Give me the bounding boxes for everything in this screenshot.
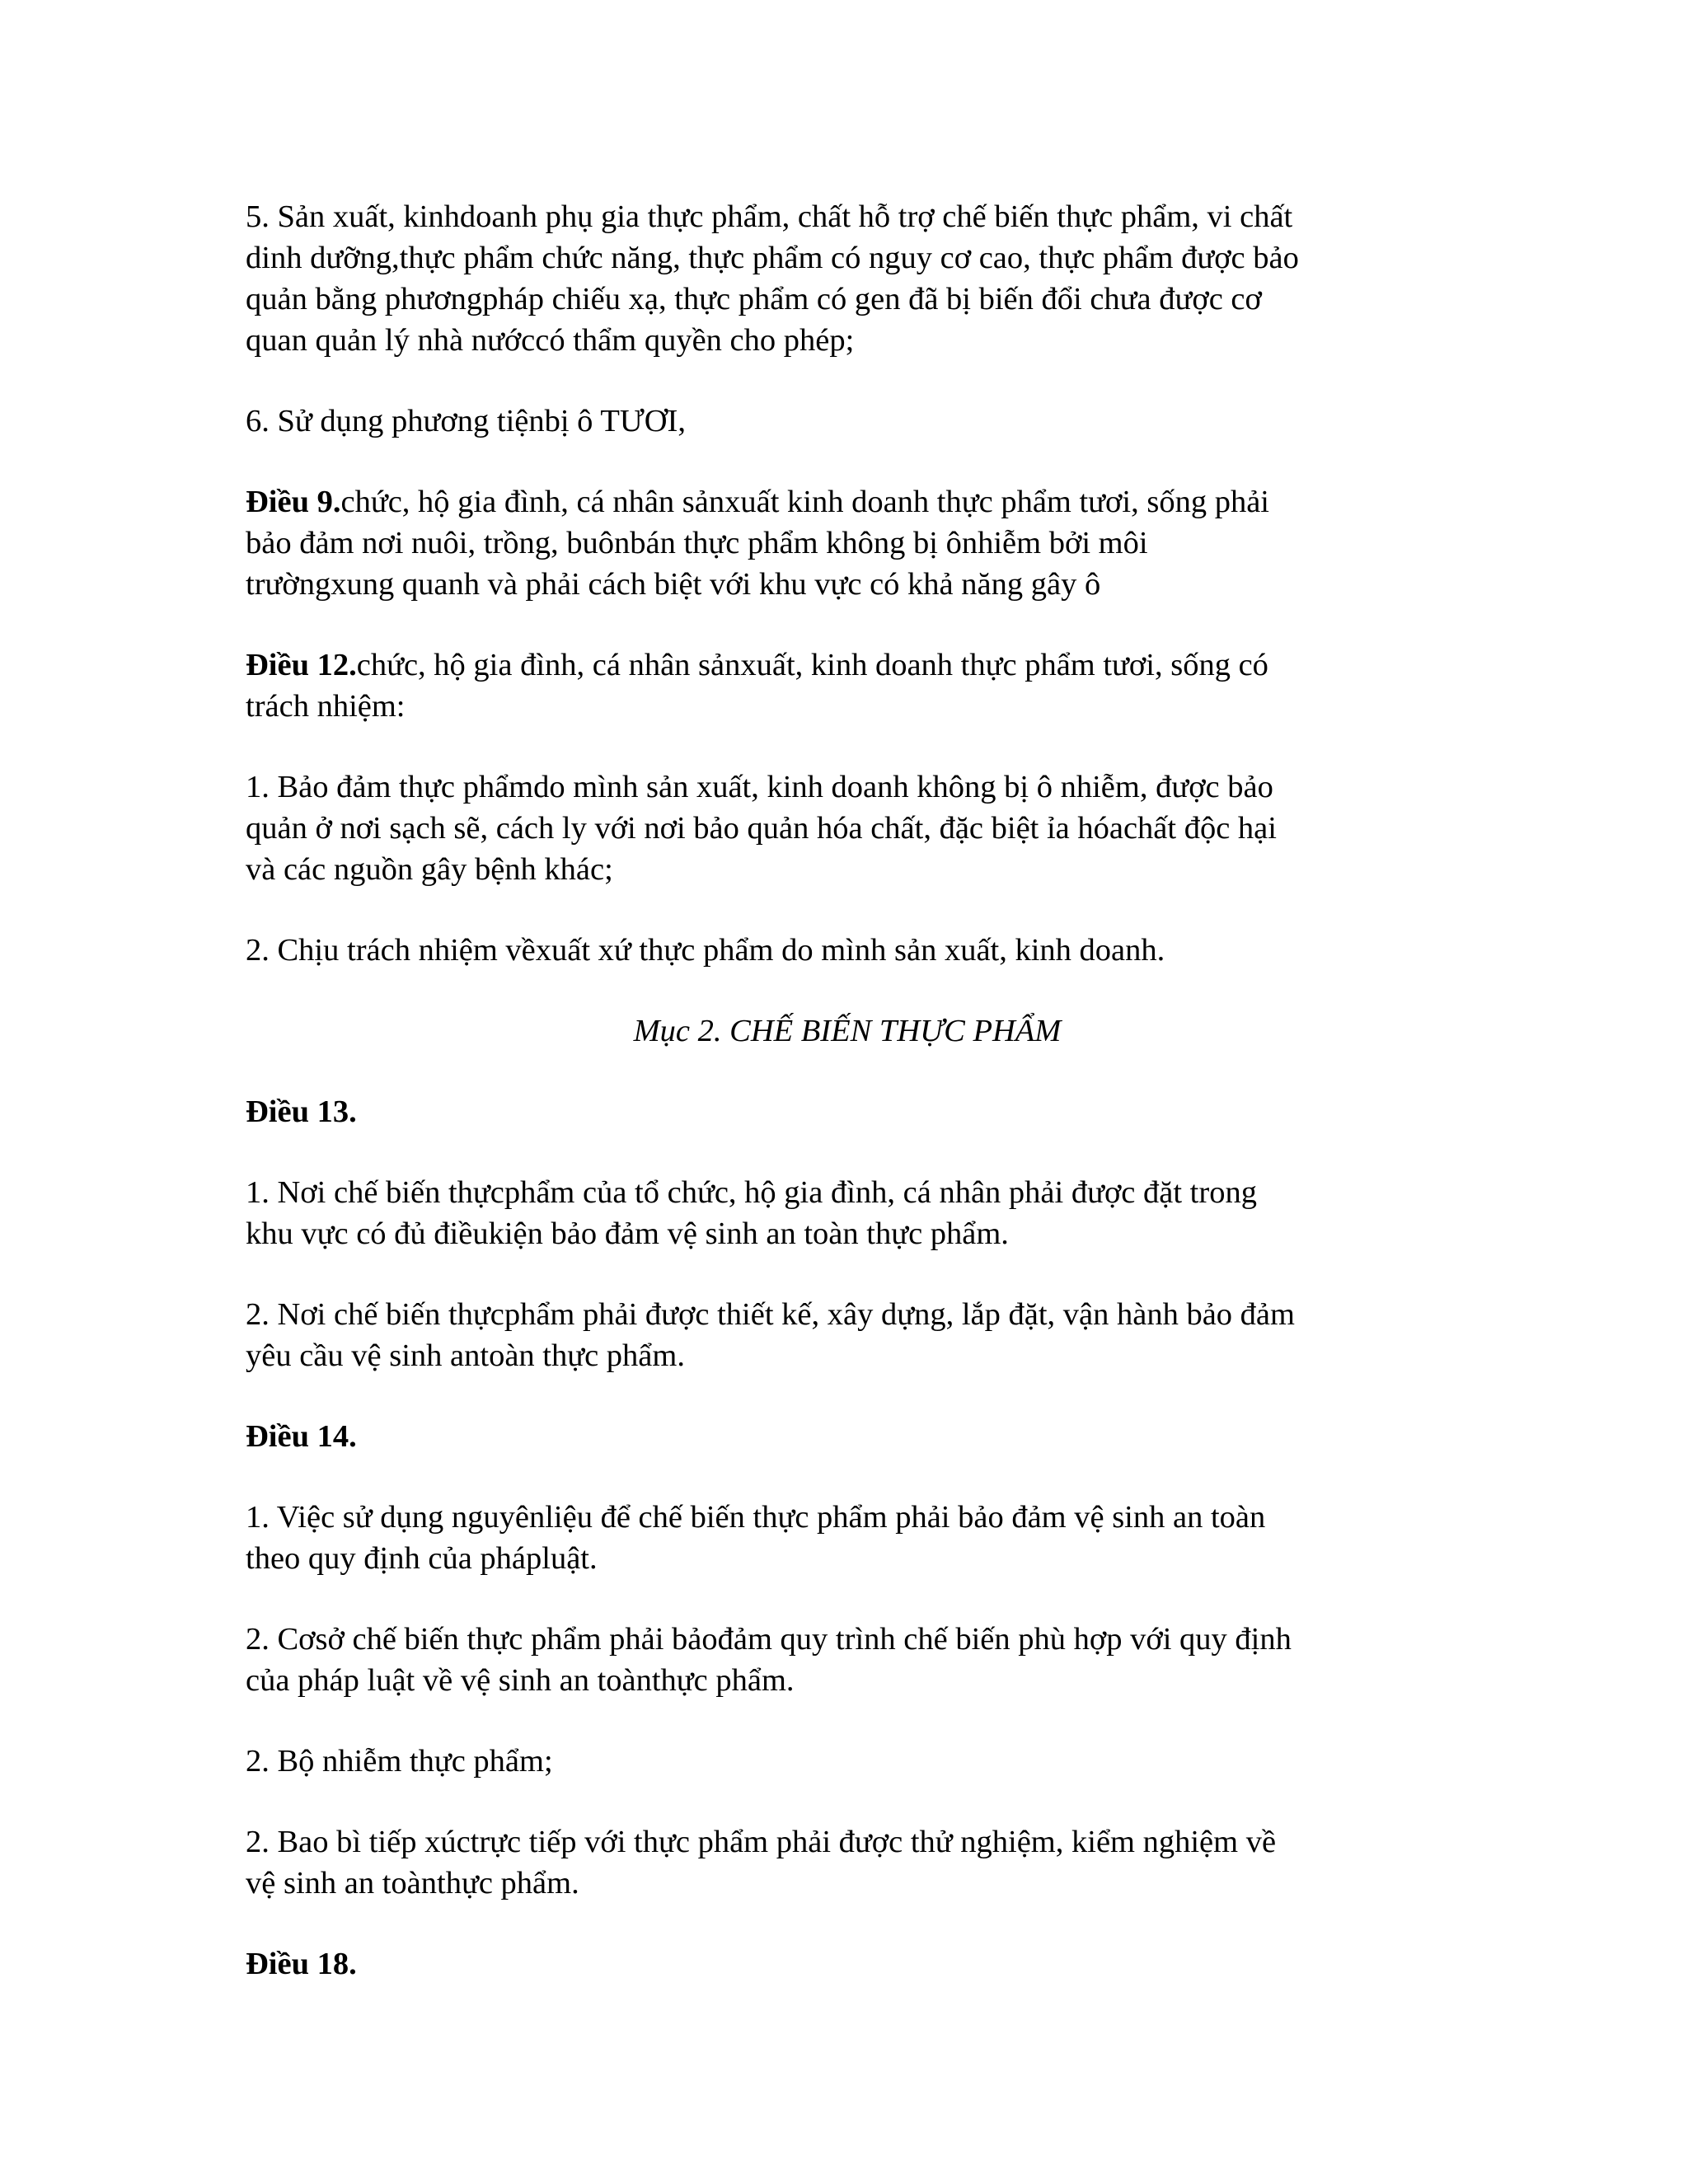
paragraph-item-6 [246, 401, 1449, 442]
article-13-item-2 [246, 1294, 1449, 1376]
text-line [246, 481, 1449, 523]
article-9 [246, 481, 1449, 605]
text-line: yêu cầu vệ sinh antoàn thực phẩm. [246, 1338, 685, 1373]
article-9-label: Điều 9. [246, 485, 341, 519]
section-heading [246, 1010, 1449, 1052]
text-line: 5. Sản xuất, kinhdoanh phụ gia thực phẩm, chất hỗ trợ chế biến thực phẩm, vi chất [246, 199, 1293, 234]
text-line: 2. Cơsở chế biến thực phẩm phải bảođảm quy trình chế biến phù hợp với quy định [246, 1622, 1292, 1657]
article-14-heading [246, 1416, 1449, 1457]
article-14-item-2 [246, 1619, 1449, 1701]
article-14-label: Điều 14. [246, 1419, 357, 1454]
article-9-text: chức, hộ gia đình, cá nhân sảnxuất kinh doanh thực phẩm tươi, sống phải [340, 485, 1270, 519]
article-14-item-1 [246, 1497, 1449, 1579]
article-13-heading [246, 1091, 1449, 1132]
text-line: trách nhiệm: [246, 689, 406, 724]
article-18-heading [246, 1943, 1449, 1985]
article-14-item-2b [246, 1741, 1449, 1782]
text-line: theo quy định của phápluật. [246, 1541, 598, 1576]
text-line: 6. Sử dụng phương tiệnbị ô TƯƠI, [246, 404, 686, 438]
text-line: khu vực có đủ điềukiện bảo đảm vệ sinh an toàn thực phẩm. [246, 1216, 1009, 1251]
text-line: dinh dưỡng,thực phẩm chức năng, thực phẩm có nguy cơ cao, thực phẩm được bảo [246, 241, 1299, 275]
text-line: của pháp luật về vệ sinh an toànthực phẩm. [246, 1663, 795, 1698]
article-12-item-1 [246, 766, 1449, 890]
text-line: 1. Việc sử dụng nguyênliệu để chế biến thực phẩm phải bảo đảm vệ sinh an toàn [246, 1500, 1266, 1535]
article-14-item-2c [246, 1821, 1449, 1904]
section-heading-text: Mục 2. CHẾ BIẾN THỰC PHẨM [633, 1014, 1062, 1048]
text-line: quan quản lý nhà nướccó thẩm quyền cho phép; [246, 323, 855, 358]
text-line: 2. Bộ nhiễm thực phẩm; [246, 1744, 553, 1779]
text-line: 2. Nơi chế biến thựcphẩm phải được thiết kế, xây dựng, lắp đặt, vận hành bảo đảm [246, 1297, 1295, 1332]
article-13-label: Điều 13. [246, 1094, 357, 1129]
text-line: và các nguồn gây bệnh khác; [246, 852, 613, 887]
article-18-label: Điều 18. [246, 1947, 357, 1981]
text-line: 2. Bao bì tiếp xúctrực tiếp với thực phẩm phải được thử nghiệm, kiểm nghiệm về [246, 1825, 1277, 1859]
article-12-label: Điều 12. [246, 648, 357, 682]
article-12-text: chức, hộ gia đình, cá nhân sảnxuất, kinh doanh thực phẩm tươi, sống có [356, 648, 1268, 682]
article-12 [246, 644, 1449, 727]
text-line: 2. Chịu trách nhiệm vềxuất xứ thực phẩm do mình sản xuất, kinh doanh. [246, 933, 1165, 968]
text-line: bảo đảm nơi nuôi, trồng, buônbán thực phẩm không bị ônhiễm bởi môi [246, 526, 1148, 560]
article-13-item-1 [246, 1172, 1449, 1254]
text-line: quản ở nơi sạch sẽ, cách ly với nơi bảo quản hóa chất, đặc biệt ỉa hóachất độc hại [246, 811, 1277, 846]
text-line: 1. Bảo đảm thực phẩmdo mình sản xuất, kinh doanh không bị ô nhiễm, được bảo [246, 770, 1273, 804]
text-line: trườngxung quanh và phải cách biệt với khu vực có khả năng gây ô [246, 567, 1101, 602]
text-line [246, 644, 1449, 686]
text-line: 1. Nơi chế biến thựcphẩm của tổ chức, hộ gia đình, cá nhân phải được đặt trong [246, 1175, 1257, 1210]
text-line: vệ sinh an toànthực phẩm. [246, 1866, 579, 1900]
paragraph-item-5 [246, 196, 1449, 361]
document-body [246, 196, 1449, 2024]
article-12-item-2 [246, 930, 1449, 971]
text-line: quản bằng phươngpháp chiếu xạ, thực phẩm có gen đã bị biến đổi chưa được cơ [246, 282, 1262, 316]
